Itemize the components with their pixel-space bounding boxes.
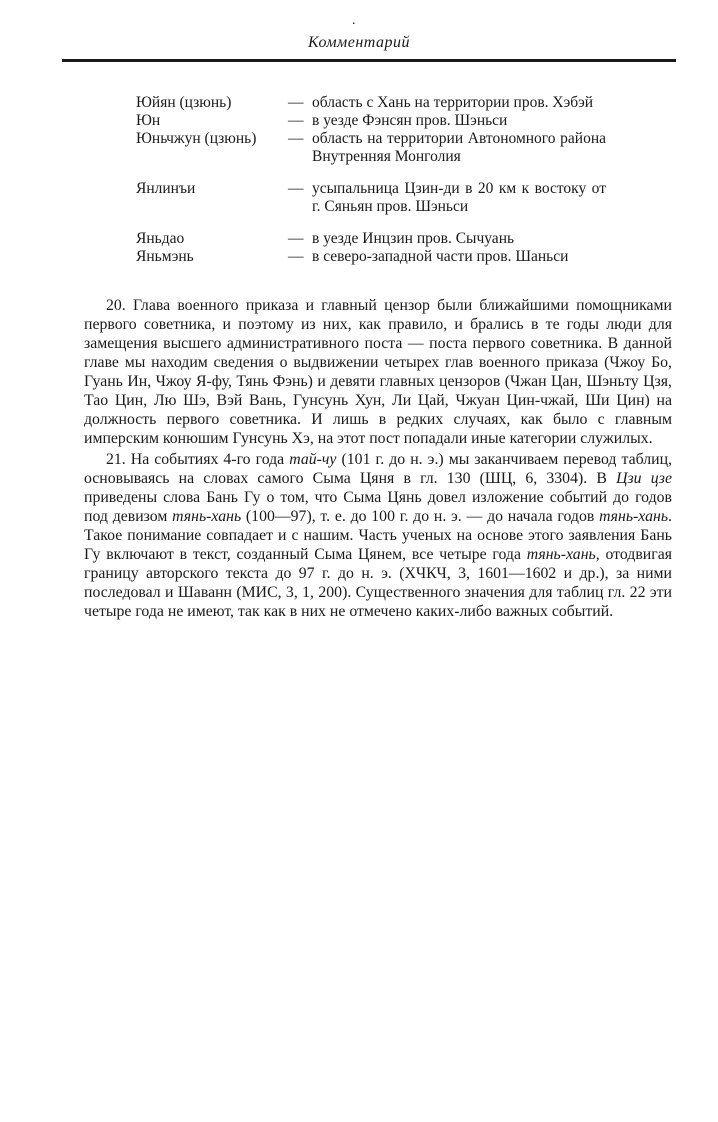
- note-21-text: отодвигая границу авторского текста до 97 г. до н. э. (ХЧКЧ, 3, 1601—1602 и др.), за ними последовал и Шаванн (МИС, 3, 1, 200). Существенного значения для таблиц гл. 22 эти четыре года не имеют, так как в них не отмечено каких-либо важных событий.: [84, 546, 672, 620]
- glossary-definition: в уезде Фэнсян пров. Шэньси: [312, 112, 508, 129]
- glossary-term: Янлинъи: [136, 180, 196, 197]
- page-mark: .: [352, 13, 356, 28]
- note-21-title: Цзи цзе: [616, 470, 672, 487]
- glossary-definition: область на территории Автономного района Внутренняя Монголия: [312, 130, 606, 165]
- glossary-entry: [136, 130, 606, 166]
- note-21-text: (100—97), т. е. до 100 г. до н. э. — до начала годов: [241, 508, 600, 525]
- glossary-dash: —: [288, 130, 304, 147]
- glossary-term: Яньдао: [136, 230, 185, 247]
- glossary-definition: в северо-западной части пров. Шаньси: [312, 248, 569, 265]
- note-20: 20. Глава военного приказа и главный цензор были ближайшими помощниками первого советника, и поэтому из них, как правило, и брались в те годы люди для замещения высшего административного поста — поста первого советника. В данной главе мы находим сведения о выдвижении четырех глав военного приказа (Чжоу Бо, Гуань Ин, Чжоу Я-фу, Тянь Фэнь) и девяти главных цензоров (Чжан Цан, Шэньту Цзя, Тао Цин, Лю Шэ, Вэй Вань, Гунсунь Хун, Ли Цай, Чжуан Цин-чжай, Ши Цин) на должность первого советника. И лишь в редких случаях, как было с главным имперским конюшим Гунсунь Хэ, на этот пост попадали иные категории служилых.: [84, 297, 672, 447]
- note-21-term: тай-чу: [289, 451, 337, 468]
- glossary-entry: [136, 112, 606, 130]
- running-title: Комментарий: [307, 34, 411, 51]
- commentary-notes: [84, 296, 672, 623]
- glossary-definition: усыпальница Цзин-ди в 20 км к востоку от г. Сяньян пров. Шэньси: [312, 180, 606, 215]
- note-21-text: 21. На событиях 4-го года: [106, 451, 290, 468]
- glossary-entry: [136, 94, 606, 112]
- glossary-entry: [136, 230, 606, 248]
- note-21-text: приведены слова Бань Гу о том, что Сыма Цянь довел изложение событий до годов под девизом: [84, 489, 672, 525]
- glossary-dash: —: [288, 248, 304, 265]
- header-rule: [62, 59, 676, 62]
- note-21-text: (101 г. до н. э.) мы заканчиваем перевод таблиц, основываясь на словах самого Сыма Цяня в гл. 130 (ШЦ, 6, 3304). В: [84, 451, 672, 487]
- glossary-term: Юньчжун (цзюнь): [136, 130, 257, 147]
- glossary-entry: [136, 248, 606, 266]
- glossary-list: [136, 94, 606, 266]
- note-21-text: . Такое понимание совпадает и с нашим. Часть ученых на основе этого заявления Бань Гу включают в текст, созданный Сыма Цянем, все четыре года: [84, 508, 672, 563]
- note-21-term: тянь-хань: [599, 508, 669, 525]
- glossary-term: Яньмэнь: [136, 248, 194, 265]
- note-21-term: тянь-хань,: [526, 546, 600, 563]
- glossary-dash: —: [288, 230, 304, 247]
- glossary-dash: —: [288, 180, 304, 197]
- glossary-definition: область с Хань на территории пров. Хэбэй: [312, 94, 594, 111]
- glossary-dash: —: [288, 112, 304, 129]
- glossary-term: Юн: [136, 112, 161, 129]
- glossary-term: Юйян (цзюнь): [136, 94, 232, 111]
- glossary-entry: [136, 180, 606, 216]
- note-21-term: тянь-хань: [172, 508, 242, 525]
- glossary-definition: в уезде Инцзин пров. Сычуань: [312, 230, 515, 247]
- note-21: [84, 450, 672, 621]
- glossary-dash: —: [288, 94, 304, 111]
